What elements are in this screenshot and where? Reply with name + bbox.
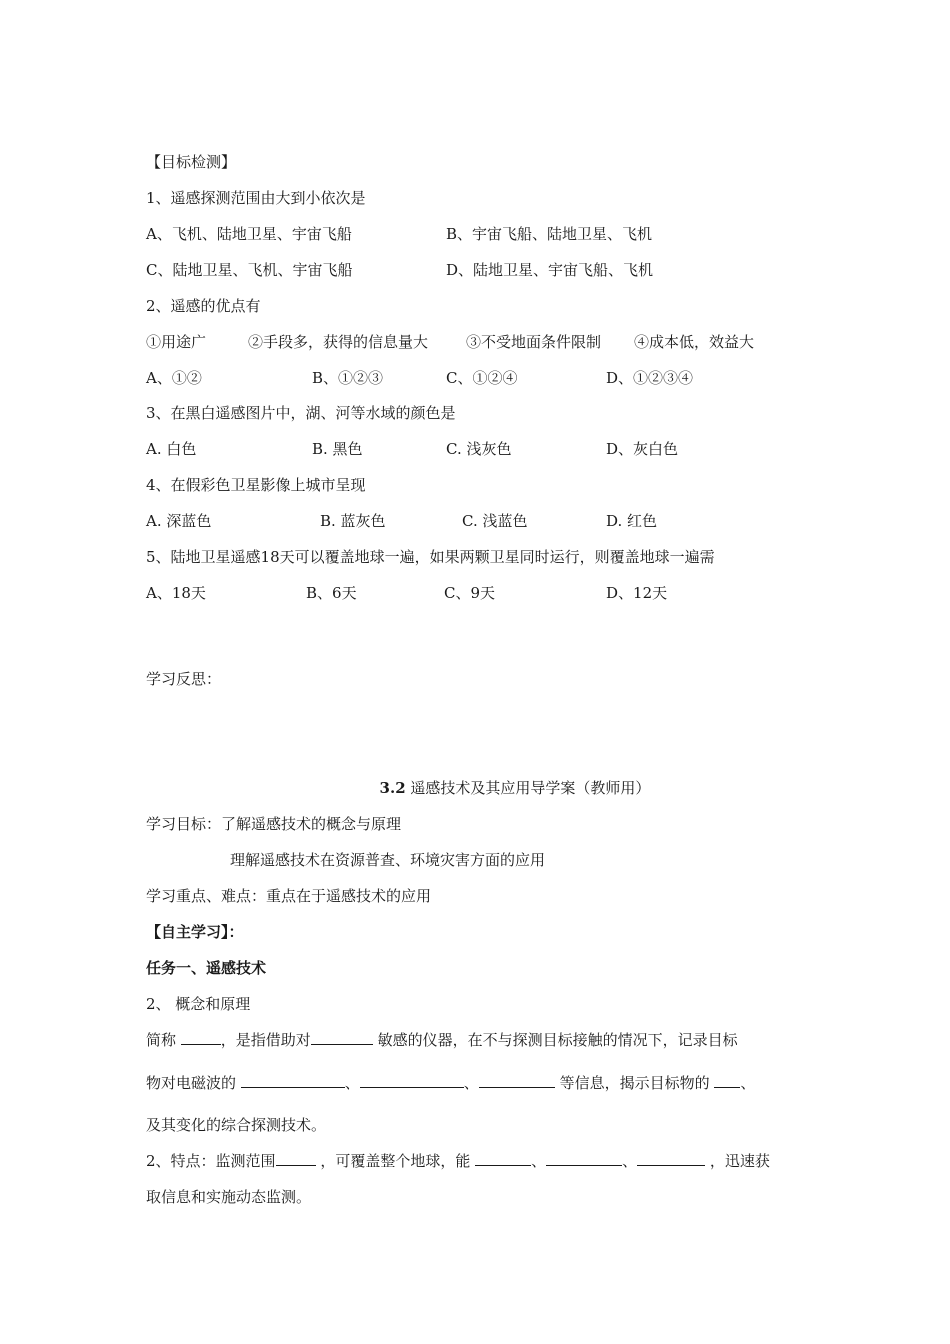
separator: 、 <box>740 1074 756 1092</box>
learning-goals-label: 学习目标： <box>146 815 222 833</box>
features-text-a: 2、特点：监测范围 <box>146 1152 276 1170</box>
learning-goal-1: 了解遥感技术的概念与原理 <box>221 815 402 833</box>
self-study-heading: 【自主学习】： <box>146 923 244 941</box>
page-title <box>40 778 950 798</box>
question-5-option-c: C、9天 <box>444 584 496 602</box>
question-4-option-a: A. 深蓝色 <box>146 512 212 530</box>
concept-heading: 2、 概念和原理 <box>146 995 251 1013</box>
question-1-option-b: B、宇宙飞船、陆地卫星、飞机 <box>446 225 653 243</box>
separator: 、 <box>622 1152 638 1170</box>
concept-paragraph-line-1 <box>146 1030 738 1050</box>
separator: 、 <box>463 1074 479 1092</box>
separator: 、 <box>531 1152 547 1170</box>
question-4-option-c: C. 浅蓝色 <box>462 512 528 530</box>
blank-abbreviation[interactable] <box>181 1030 221 1045</box>
question-3-option-a: A. 白色 <box>146 440 197 458</box>
key-points: 学习重点、难点：重点在于遥感技术的应用 <box>146 887 432 905</box>
question-5-option-d: D、12天 <box>606 584 668 602</box>
title-section-number: 3.2 <box>379 779 406 797</box>
question-2-item-2: ②手段多，获得的信息量大 <box>248 333 429 351</box>
question-1-option-a: A、飞机、陆地卫星、宇宙飞船 <box>146 225 352 243</box>
question-4-option-b: B. 蓝灰色 <box>320 512 386 530</box>
task-1-heading: 任务一、遥感技术 <box>146 959 267 977</box>
blank-monitor-range[interactable] <box>276 1151 316 1166</box>
question-3-option-c: C. 浅灰色 <box>446 440 512 458</box>
question-2-item-3: ③不受地面条件限制 <box>466 333 602 351</box>
features-paragraph-line-1 <box>146 1151 770 1171</box>
question-2-option-b: B、①②③ <box>312 369 384 387</box>
question-2-stem: 2、遥感的优点有 <box>146 297 261 315</box>
blank-feature-1[interactable] <box>475 1151 531 1166</box>
features-text-c: ，迅速获 <box>705 1152 770 1170</box>
concept-text-b: ，是指借助对 <box>220 1031 311 1049</box>
question-2-item-4: ④成本低，效益大 <box>634 333 755 351</box>
concept-text-d: 物对电磁波的 <box>146 1074 241 1092</box>
concept-text-c: 敏感的仪器，在不与探测目标接触的情况下，记录目标 <box>372 1031 738 1049</box>
question-5-option-b: B、6天 <box>306 584 357 602</box>
concept-text-e: 等信息，揭示目标物的 <box>554 1074 715 1092</box>
question-5-option-a: A、18天 <box>146 584 206 602</box>
section-heading-target-check: 【目标检测】 <box>146 153 237 171</box>
blank-em-property-1[interactable] <box>241 1073 345 1088</box>
learning-goal-2: 理解遥感技术在资源普查、环境灾害方面的应用 <box>230 851 546 869</box>
question-2-option-c: C、①②④ <box>446 369 518 387</box>
learning-goals <box>146 814 401 834</box>
blank-feature-2[interactable] <box>546 1151 622 1166</box>
blank-em-property-2[interactable] <box>360 1073 464 1088</box>
blank-feature-3[interactable] <box>637 1151 705 1166</box>
blank-em-property-3[interactable] <box>479 1073 555 1088</box>
question-4-stem: 4、在假彩色卫星影像上城市呈现 <box>146 476 366 494</box>
question-2-option-d: D、①②③④ <box>606 369 694 387</box>
question-5-stem: 5、陆地卫星遥感18天可以覆盖地球一遍，如果两颗卫星同时运行，则覆盖地球一遍需 <box>146 548 715 566</box>
question-2-item-1: ①用途广 <box>146 333 207 351</box>
features-text-b: ，可覆盖整个地球，能 <box>315 1152 476 1170</box>
question-3-option-d: D、灰白色 <box>606 440 679 458</box>
concept-text-a: 简称 <box>146 1031 181 1049</box>
question-2-option-a: A、①② <box>146 369 202 387</box>
title-text: 遥感技术及其应用导学案（教师用） <box>405 779 651 797</box>
learning-reflection-label: 学习反思： <box>146 670 222 688</box>
question-3-stem: 3、在黑白遥感图片中，湖、河等水域的颜色是 <box>146 404 456 422</box>
concept-paragraph-line-2 <box>146 1073 755 1093</box>
question-1-option-d: D、陆地卫星、宇宙飞船、飞机 <box>446 261 654 279</box>
question-3-option-b: B. 黑色 <box>312 440 363 458</box>
blank-sensitive-to[interactable] <box>311 1030 373 1045</box>
features-paragraph-line-2: 取信息和实施动态监测。 <box>146 1188 312 1206</box>
separator: 、 <box>344 1074 360 1092</box>
question-4-option-d: D. 红色 <box>606 512 658 530</box>
blank-target-feature[interactable] <box>714 1073 740 1088</box>
question-1-option-c: C、陆地卫星、飞机、宇宙飞船 <box>146 261 353 279</box>
concept-paragraph-line-3: 及其变化的综合探测技术。 <box>146 1116 327 1134</box>
question-1-stem: 1、遥感探测范围由大到小依次是 <box>146 189 366 207</box>
